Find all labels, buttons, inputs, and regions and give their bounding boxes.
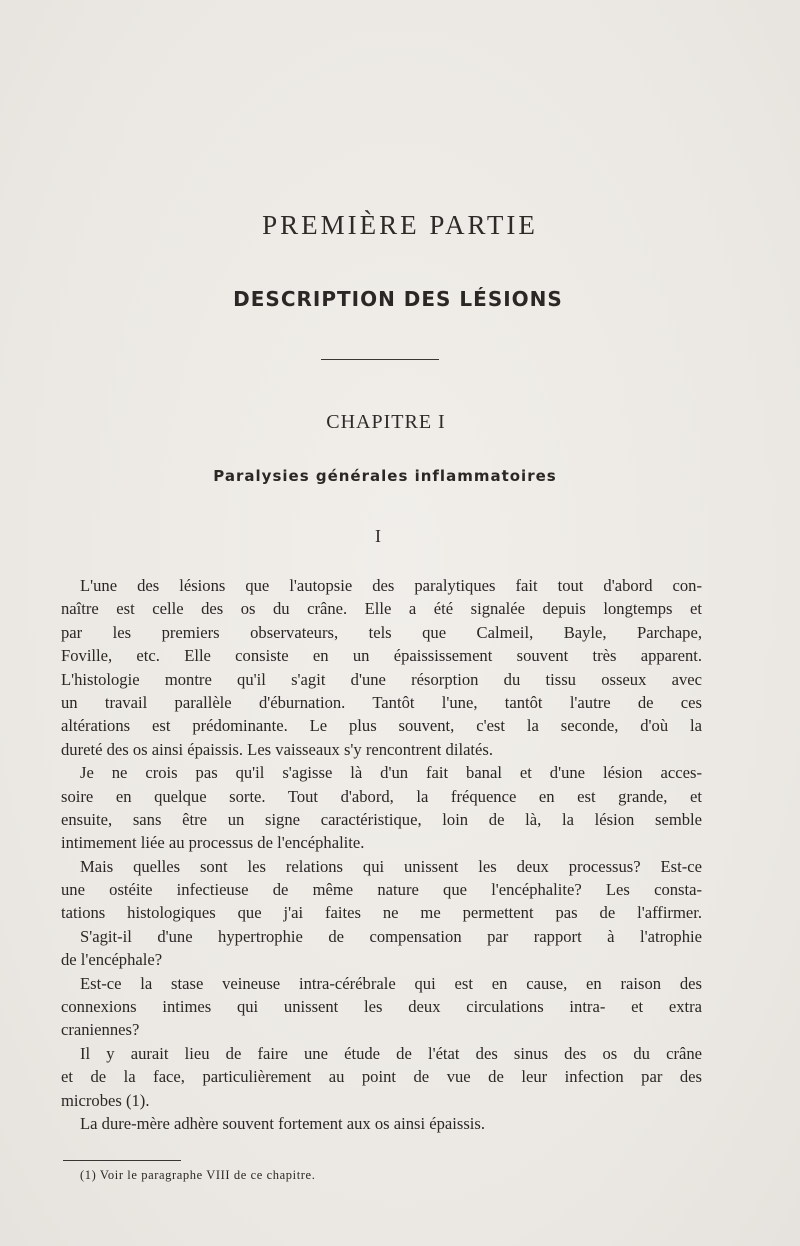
text-line: S'agit-il d'une hypertrophie de compensation par rapport à l'atrophie [80,926,702,946]
text-line: microbes (1). [61,1090,150,1110]
text-line: une ostéite infectieuse de même nature que l'encéphalite? Les consta- [61,880,702,900]
text-line: naître est celle des os du crâne. Elle a été signalée depuis longtemps et [61,599,702,619]
text-line: intimement liée au processus de l'encéphalite. [61,833,365,853]
text-line: L'histologie montre qu'il s'agit d'une résorption du tissu osseux avec [61,669,702,689]
text-line: Foville, etc. Elle consiste en un épaississement souvent très apparent. [61,646,702,666]
text-line: de l'encéphale? [61,950,163,970]
text-line: connexions intimes qui unissent les deux circulations intra- et extra [61,997,702,1017]
text-line: Mais quelles sont les relations qui unissent les deux processus? Est-ce [80,856,702,876]
footnote-divider [63,1160,181,1161]
text-line: craniennes? [61,1020,140,1040]
text-line: L'une des lésions que l'autopsie des paralytiques fait tout d'abord con- [80,576,702,595]
section-title: DESCRIPTION DES LÉSIONS [233,287,563,311]
text-line: et de la face, particulièrement au point de vue de leur infection par des [61,1067,702,1087]
text-line: ensuite, sans être un signe caractéristique, loin de là, la lésion semble [61,809,702,829]
footnote: (1) Voir le paragraphe VIII de ce chapitre. [80,1168,316,1182]
text-line: soire en quelque sorte. Tout d'abord, la fréquence en est grande, et [61,786,702,806]
text-line: altérations est prédominante. Le plus souvent, c'est la seconde, d'où la [61,716,702,736]
chapter-subtitle: Paralysies générales inflammatoires [213,467,557,485]
title-divider [321,359,439,360]
text-line: Je ne crois pas qu'il s'agisse là d'un fait banal et d'une lésion acces- [80,763,702,783]
text-line: La dure-mère adhère souvent fortement aux os ainsi épaissis. [80,1113,486,1133]
text-line: tations histologiques que j'ai faites ne me permettent pas de l'affirmer. [61,903,702,923]
text-line: un travail parallèle d'éburnation. Tantôt l'une, tantôt l'autre de ces [61,692,702,712]
text-line: Il y aurait lieu de faire une étude de l'état des sinus des os du crâne [80,1043,702,1063]
chapter-title: CHAPITRE I [326,411,446,433]
text-line: Est-ce la stase veineuse intra-cérébrale qui est en cause, en raison des [80,973,702,993]
section-number: I [375,526,381,546]
part-title: PREMIÈRE PARTIE [262,210,538,240]
text-line: par les premiers observateurs, tels que Calmeil, Bayle, Parchape, [61,622,702,642]
text-line: dureté des os ainsi épaissis. Les vaisseaux s'y rencontrent dilatés. [61,739,494,759]
body-text [61,574,702,1135]
